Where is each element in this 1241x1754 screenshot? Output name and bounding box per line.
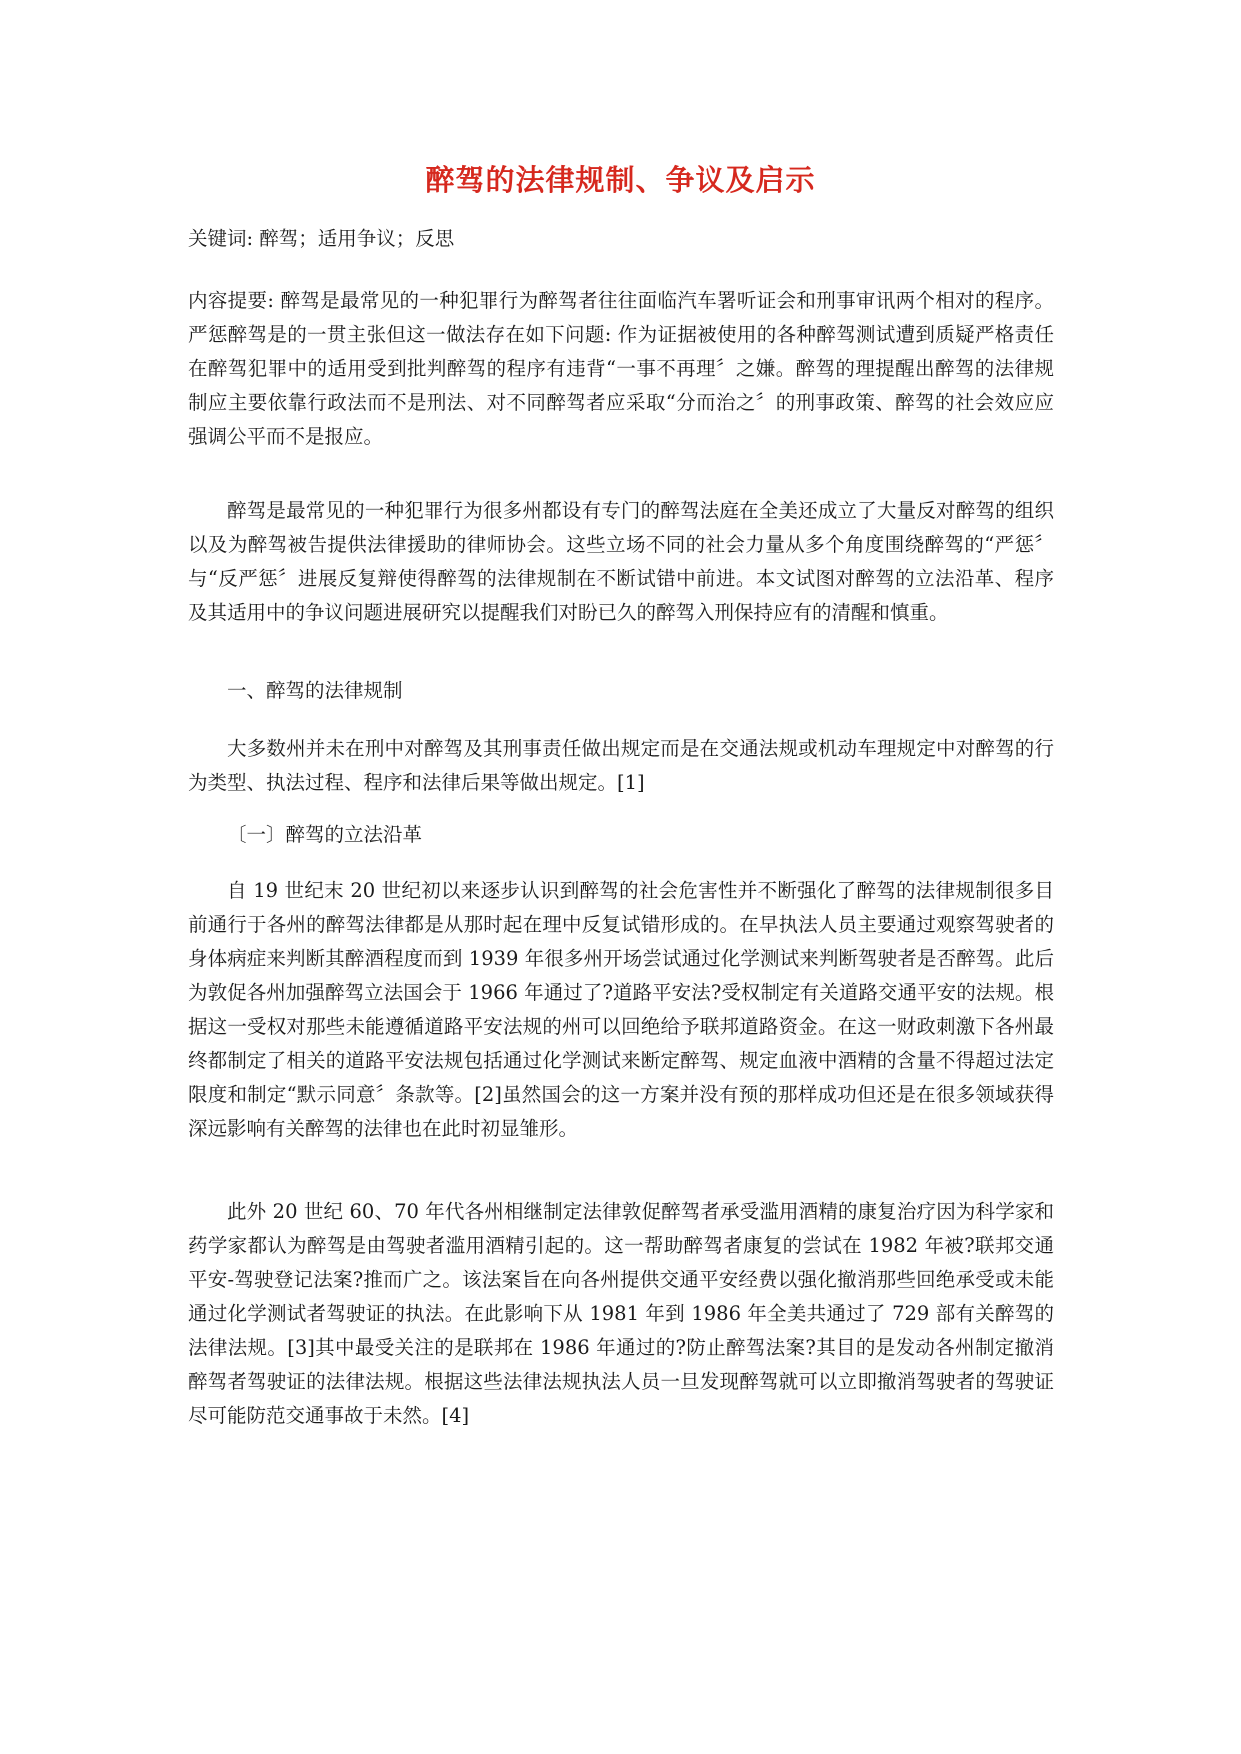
- abstract-paragraph: 内容提要: 醉驾是最常见的一种犯罪行为醉驾者往往面临汽车署听证会和刑事审讯两个相对的程序。严惩醉驾是的一贯主张但这一做法存在如下问题: 作为证据被使用的各种醉驾测试遭到质疑严格责任在醉驾犯罪中的适用受到批判醉驾的程序有违背“一事不再理〞之嫌。醉驾的理提醒出醉驾的法律规制应主要依靠行政法而不是刑法、对不同醉驾者应采取“分而治之〞的刑事政策、醉驾的社会效应应强调公平而不是报应。: [188, 289, 1054, 448]
- body-paragraph: 大多数州并未在刑中对醉驾及其刑事责任做出规定而是在交通法规或机动车理规定中对醉驾的行为类型、执法过程、程序和法律后果等做出规定。[1]: [188, 737, 1054, 794]
- body-paragraph: 此外 20 世纪 60、70 年代各州相继制定法律敦促醉驾者承受滥用酒精的康复治疗因为科学家和药学家都认为醉驾是由驾驶者滥用酒精引起的。这一帮助醉驾者康复的尝试在 1982 年被?联邦交通平安-驾驶登记法案?推而广之。该法案旨在向各州提供交通平安经费以强化撤消那些回绝承受或未能通过化学测试者驾驶证的执法。在此影响下从 1981 年到 1986 年全美共通过了 729 部有关醉驾的法律法规。[3]其中最受关注的是联邦在 1986 年通过的?防止醉驾法案?其目的是发动各州制定撤消醉驾者驾驶证的法律法规。根据这些法律法规执法人员一旦发现醉驾就可以立即撤消驾驶者的驾驶证尽可能防范交通事故于未然。[4]: [188, 1200, 1054, 1427]
- document-title: 醉驾的法律规制、争议及启示: [425, 163, 816, 197]
- intro-paragraph: 醉驾是最常见的一种犯罪行为很多州都设有专门的醉驾法庭在全美还成立了大量反对醉驾的组织以及为醉驾被告提供法律援助的律师协会。这些立场不同的社会力量从多个角度围绕醉驾的“严惩〞与“反严惩〞进展反复辩使得醉驾的法律规制在不断试错中前进。本文试图对醉驾的立法沿革、程序及其适用中的争议问题进展研究以提醒我们对盼已久的醉驾入刑保持应有的清醒和慎重。: [188, 499, 1054, 624]
- body-paragraph: 自 19 世纪末 20 世纪初以来逐步认识到醉驾的社会危害性并不断强化了醉驾的法律规制很多目前通行于各州的醉驾法律都是从那时起在理中反复试错形成的。在早执法人员主要通过观察驾驶者的身体病症来判断其醉酒程度而到 1939 年很多州开场尝试通过化学测试来判断驾驶者是否醉驾。此后为敦促各州加强醉驾立法国会于 1966 年通过了?道路平安法?受权制定有关道路交通平安的法规。根据这一受权对那些未能遵循道路平安法规的州可以回绝给予联邦道路资金。在这一财政刺激下各州最终都制定了相关的道路平安法规包括通过化学测试来断定醉驾、规定血液中酒精的含量不得超过法定限度和制定“默示同意〞条款等。[2]虽然国会的这一方案并没有预的那样成功但还是在很多领域获得深远影响有关醉驾的法律也在此时初显雏形。: [188, 879, 1054, 1140]
- keywords-line: 关键词: 醉驾；适用争议；反思: [188, 227, 455, 250]
- subsection-heading: 〔一〕醉驾的立法沿革: [227, 823, 423, 846]
- section-heading: 一、醉驾的法律规制: [227, 679, 403, 702]
